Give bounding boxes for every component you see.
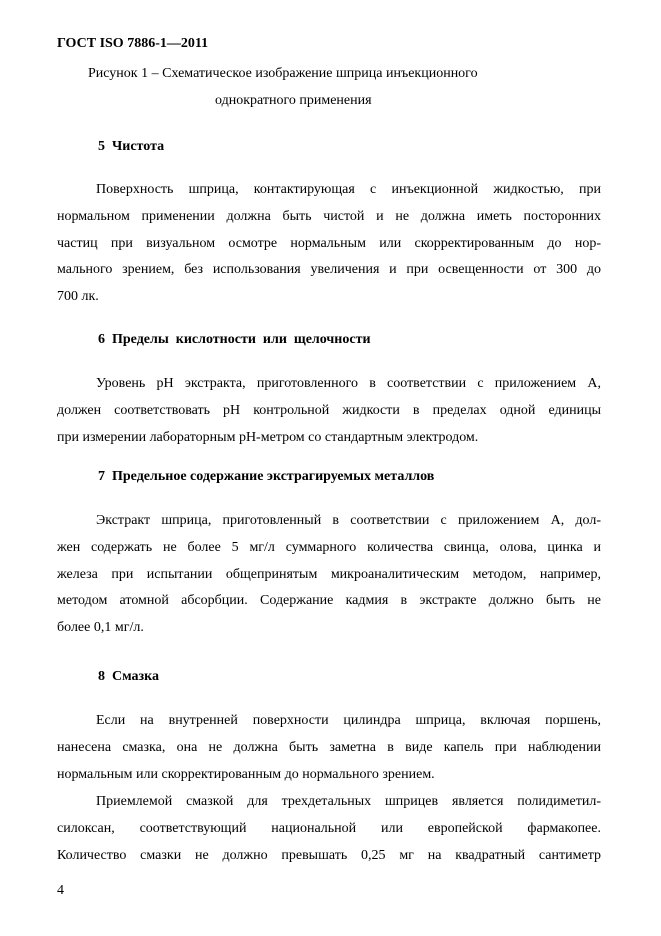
text-line: более 0,1 мг/л. [57, 620, 144, 636]
text-line: жен содержать не более 5 мг/л суммарного количества свинца, олова, цинка и [57, 539, 601, 555]
section-6-heading: 6 Пределы кислотности или щелочности [98, 332, 371, 347]
text-line: при измерении лабораторным рН-метром со стандартным электродом. [57, 429, 479, 445]
text-line: нормальным или скорректированным до нормального зрением. [57, 766, 435, 782]
section-8-paragraph-2 [57, 789, 601, 869]
text-line: частиц при визуальном осмотре нормальным или скорректированным до нор- [57, 235, 601, 251]
section-8-paragraph-1 [57, 708, 601, 788]
text-line: Поверхность шприца, контактирующая с инъекционной жидкостью, при [96, 182, 601, 197]
text-line: нормальном применении должна быть чистой и не должна иметь посторонних [57, 208, 601, 224]
text-line: нанесена смазка, она не должна быть заметна в виде капель при наблюдении [57, 739, 601, 755]
text-line: мального зрением, без использования увеличения и при освещенности от 300 до [57, 262, 601, 278]
section-7-heading: 7 Предельное содержание экстрагируемых металлов [98, 469, 435, 484]
text-line: Экстракт шприца, приготовленный в соответствии с приложением А, дол- [96, 513, 601, 528]
figure-caption-line-2: однократного применения [215, 93, 372, 108]
text-line: должен соответствовать рН контрольной жидкости в пределах одной единицы [57, 402, 601, 418]
section-6-paragraph [57, 371, 601, 451]
section-8-heading: 8 Смазка [98, 669, 160, 684]
text-line: силоксан, соответствующий национальной или европейской фармакопее. [57, 820, 601, 836]
text-line: железа при испытании общепринятым микроаналитическим методом, например, [57, 566, 601, 582]
text-line: Если на внутренней поверхности цилиндра шприца, включая поршень, [96, 713, 601, 728]
section-5-heading: 5 Чистота [98, 139, 165, 154]
page-number: 4 [57, 883, 64, 898]
text-line: методом атомной абсорбции. Содержание кадмия в экстракте должно быть не [57, 593, 601, 609]
section-7-paragraph [57, 508, 601, 642]
section-5-paragraph [57, 177, 601, 311]
figure-caption-line-1: Рисунок 1 – Схематическое изображение шприца инъекционного [88, 66, 478, 81]
document-header: ГОСТ ISO 7886-1—2011 [57, 36, 209, 51]
text-line: 700 лк. [57, 289, 99, 305]
text-line: Приемлемой смазкой для трехдетальных шприцев является полидиметил- [96, 794, 601, 809]
text-line: Уровень рН экстракта, приготовленного в соответствии с приложением А, [96, 376, 601, 391]
text-line: Количество смазки не должно превышать 0,25 мг на квадратный сантиметр [57, 847, 601, 863]
